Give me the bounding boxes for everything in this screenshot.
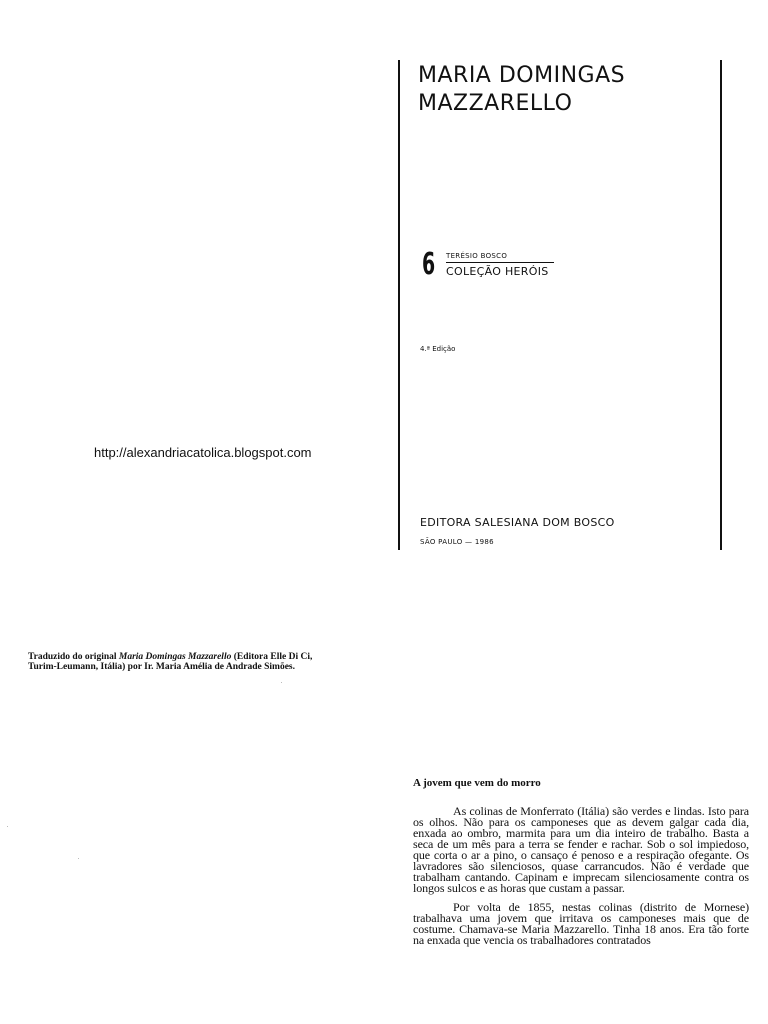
scan-speck bbox=[281, 682, 282, 683]
translation-credit bbox=[28, 652, 340, 672]
credit-prefix: Traduzido do original bbox=[28, 652, 119, 662]
book-title-line-1: MARIA DOMINGAS bbox=[418, 63, 626, 88]
title-page bbox=[398, 60, 722, 550]
chapter-paragraph-2: Por volta de 1855, nestas colinas (distrito de Mornese) trabalhava uma jovem que irritava os camponeses mais que de costume. Chamava-se Maria Mazzarello. Tinha 18 anos. Era tão forte na enxada que vencia os trabalhadores contratados bbox=[413, 900, 749, 947]
volume-number: 6 bbox=[422, 247, 436, 282]
author-name: TERÉSIO BOSCO bbox=[446, 252, 508, 260]
scan-speck bbox=[7, 826, 8, 827]
scan-speck bbox=[78, 858, 79, 859]
chapter-title: A jovem que vem do morro bbox=[413, 777, 541, 789]
series-block bbox=[422, 247, 582, 286]
chapter-text bbox=[413, 777, 749, 1024]
source-url-link[interactable]: http://alexandriacatolica.blogspot.com bbox=[94, 445, 312, 460]
chapter-paragraph-1: As colinas de Monferrato (Itália) são verdes e lindas. Isto para os olhos. Não para os camponeses que as devem galgar cada dia, enxada ao ombro, marmita para um dia inteiro de trabalho. Basta a seca de um mês para a terra se fender e rachar. Sob o sol impiedoso, que corta o ar a pino, o cansaço é penoso e a respiração ofegante. Os lavradores são silenciosos, quase carrancudos. Não é verdade que trabalham cantando. Capinam e imprecam silenciosamente contra os longos sulcos e as horas que custam a passar. bbox=[413, 804, 749, 895]
book-title-line-2: MAZZARELLO bbox=[418, 91, 573, 116]
credit-suffix: (Editora Elle Di Ci, Turim-Leumann, Itália) por Ir. Maria Amélia de Andrade Simões. bbox=[28, 652, 313, 672]
publisher-name: EDITORA SALESIANA DOM BOSCO bbox=[420, 516, 615, 529]
edition-label: 4.ª Edição bbox=[420, 345, 456, 353]
series-divider bbox=[446, 262, 554, 263]
title-page-right-rule bbox=[720, 60, 722, 550]
place-year: SÃO PAULO — 1986 bbox=[420, 538, 494, 546]
series-name: COLEÇÃO HERÓIS bbox=[446, 265, 549, 278]
title-page-left-rule bbox=[398, 60, 400, 550]
credit-original-title: Maria Domingas Mazzarello bbox=[118, 652, 232, 662]
book-title bbox=[418, 62, 625, 118]
